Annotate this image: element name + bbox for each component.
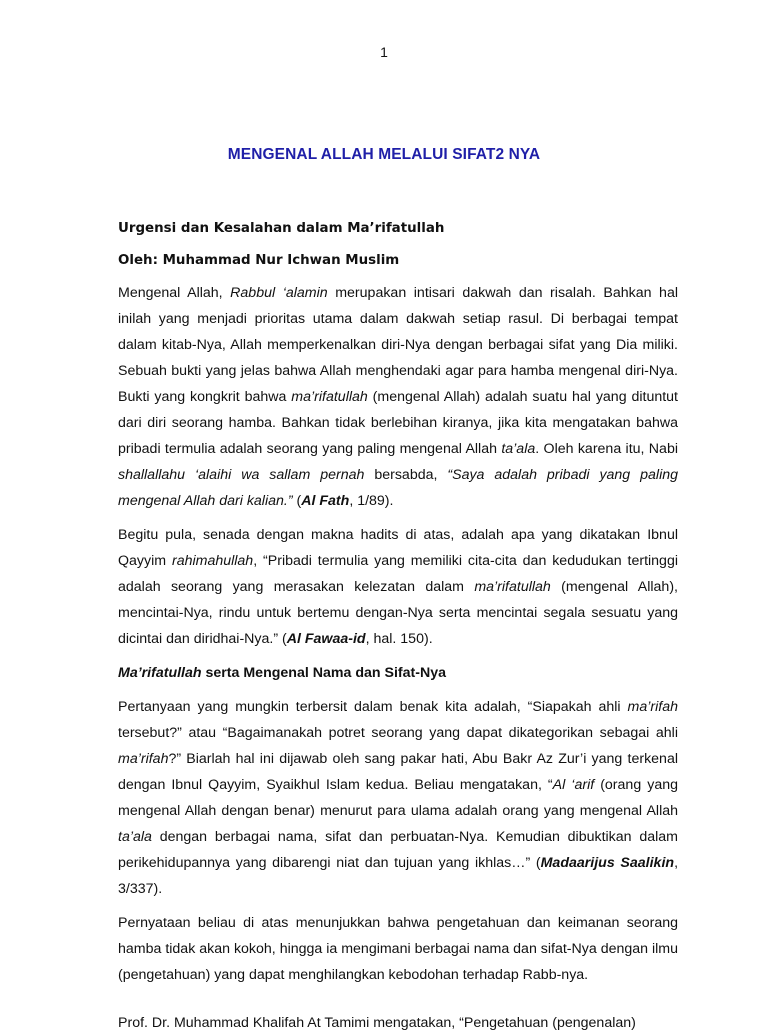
document-title: MENGENAL ALLAH MELALUI SIFAT2 NYA: [227, 146, 541, 163]
page-number: 1: [380, 44, 388, 60]
text-run: bersabda,: [364, 467, 448, 483]
text-run: , “Pribadi termulia yang memiliki cita-cita dan kedudukan tertinggi adalah seorang yang merasakan kelezatan dalam: [118, 553, 678, 595]
text-run-italic: ma’rifah: [118, 751, 169, 767]
citation-source: Al Fawaa-id: [286, 631, 366, 647]
text-run-italic: Al ‘arif: [552, 777, 595, 793]
text-run-italic: ma’rifatullah: [291, 389, 368, 405]
paragraph-2: [118, 522, 678, 652]
text-run: tersebut?” atau “Bagaimanakah potret seorang yang dapat dikategorikan sebagai ahli: [118, 725, 678, 741]
text-run: Mengenal Allah,: [118, 285, 231, 301]
text-run-italic: ma’rifatullah: [474, 579, 551, 595]
text-run-italic: rahimahullah: [171, 553, 254, 569]
text-run-italic: ta’ala: [501, 441, 536, 457]
heading-italic-run: Ma’rifatullah: [118, 665, 202, 681]
text-run-italic: ma’rifah: [627, 699, 678, 715]
text-run: . Oleh karena itu, Nabi: [535, 441, 678, 457]
text-run: ?” Biarlah hal ini dijawab oleh sang pakar hati, Abu Bakr Az Zur’i yang terkenal dengan Ibnul Qayyim, Syaikhul Islam kedua. Beliau mengatakan, “: [118, 751, 678, 793]
text-run: , 3/337).: [118, 855, 679, 897]
text-run: dengan berbagai nama, sifat dan perbuatan-Nya. Kemudian dibuktikan dalam perikehidupannya yang dibarengi niat dan tujuan yang ikhlas…” (: [118, 829, 678, 871]
citation-source: Al Fath: [301, 493, 350, 509]
section-heading: [118, 660, 678, 686]
text-run: (mengenal Allah), mencintai-Nya, rindu untuk bertemu dengan-Nya serta mencintai segala sesuatu yang dicintai dan diridhai-Nya.” (: [118, 579, 678, 647]
text-run: (orang yang mengenal Allah dengan benar) menurut para ulama adalah orang yang mengenal Allah: [118, 777, 678, 819]
article-author: Oleh: Muhammad Nur Ichwan Muslim: [118, 253, 400, 268]
paragraph-4: Pernyataan beliau di atas menunjukkan bahwa pengetahuan dan keimanan seorang hamba tidak akan kokoh, hingga ia mengimani berbagai nama dan sifat-Nya dengan ilmu (pengetahuan) yang dapat menghilangkan kebodohan terhadap Rabb-nya.: [118, 915, 678, 983]
text-run: (mengenal Allah) adalah suatu hal yang dituntut dari diri seorang hamba. Bahkan tidak berlebihan kiranya, jika kita mengatakan bahwa pribadi termulia adalah seorang yang paling mengenal Allah: [118, 389, 678, 457]
text-run-italic: Rabbul ‘alamin: [230, 285, 328, 301]
text-run: Begitu pula, senada dengan makna hadits di atas, adalah apa yang dikatakan Ibnul Qayyim: [118, 527, 678, 569]
text-run: (: [292, 493, 302, 509]
text-run: , hal. 150).: [365, 631, 433, 647]
text-run: , 1/89).: [349, 493, 394, 509]
text-run-italic: shallallahu ‘alaihi wa sallam pernah: [118, 467, 365, 483]
text-run: merupakan intisari dakwah dan risalah. Bahkan hal inilah yang menjadi prioritas utama dalam dakwah setiap rasul. Di berbagai tempat dalam kitab-Nya, Allah memperkenalkan diri-Nya dengan berbagai sifat yang Dia miliki. Sebuah bukti yang jelas bahwa Allah menghendaki agar para hamba mengenal diri-Nya. Bukti yang kongkrit bahwa: [118, 285, 678, 405]
citation-source: Madaarijus Saalikin: [540, 855, 675, 871]
paragraph-5-partial: Prof. Dr. Muhammad Khalifah At Tamimi mengatakan, “Pengetahuan (pengenalan): [118, 1015, 636, 1031]
article-subtitle: Urgensi dan Kesalahan dalam Ma’rifatullah: [118, 221, 445, 236]
paragraph-1: [118, 280, 678, 514]
document-body: [118, 216, 678, 996]
paragraph-3: [118, 694, 678, 902]
text-run-italic: “Saya adalah pribadi yang paling mengenal Allah dari kalian.”: [118, 467, 679, 509]
text-run-italic: ta’ala: [118, 829, 152, 845]
heading-run: serta Mengenal Nama dan Sifat-Nya: [201, 665, 446, 681]
text-run: Pertanyaan yang mungkin terbersit dalam benak kita adalah, “Siapakah ahli: [118, 699, 628, 715]
